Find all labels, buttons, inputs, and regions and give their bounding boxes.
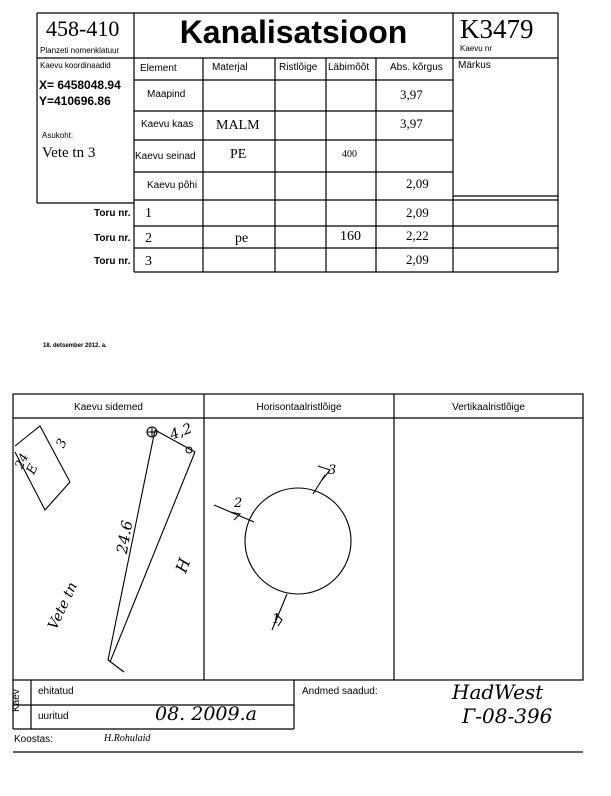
built-label: ehitatud: [38, 686, 74, 697]
nomenclature-caption: Planzeti nomenklatuur: [40, 46, 120, 55]
kaev-label: Kaev: [11, 689, 22, 712]
pipe-2-diameter: 160: [340, 229, 361, 244]
pipe-2-height: 2,22: [406, 228, 429, 243]
sketch-dist-top: 4,2: [167, 420, 195, 444]
pipe-1-label: Toru nr.: [94, 208, 131, 219]
row-material-lid: MALM: [216, 118, 260, 133]
pipe-2-number: 2: [145, 231, 152, 246]
col-header-vertical: Vertikaalristlõige: [452, 402, 525, 413]
sketch-street: Vete tn: [45, 579, 81, 633]
data-from-label: Andmed saadud:: [302, 686, 378, 697]
row-material-walls: PE: [230, 147, 247, 162]
sketch-wall-3: 3: [53, 436, 71, 451]
page-title: Kanalisatsioon: [179, 14, 408, 50]
date-note: 18. detsember 2012. a.: [43, 343, 107, 349]
data-source: HadWest: [452, 680, 544, 704]
well-number: K3479: [460, 14, 534, 44]
pipe-3-height: 2,09: [406, 252, 429, 267]
inspected-label: uuritud: [38, 711, 69, 722]
coords-caption: Kaevu koordinaadid: [40, 61, 111, 70]
row-height-ground: 3,97: [400, 87, 423, 102]
sketch-h-mark: H: [171, 555, 195, 576]
sketch-wall-24: 24: [12, 451, 32, 471]
pipe-mark-2: 2: [234, 496, 243, 511]
sketch-wall-e: E: [23, 462, 42, 477]
author-name: H.Rohulaid: [104, 733, 151, 744]
header-abs-height: Abs. kõrgus: [390, 62, 443, 73]
row-element-ground: Maapind: [147, 89, 186, 100]
row-height-bottom: 2,09: [406, 176, 429, 191]
author-label: Koostas:: [14, 734, 53, 745]
row-element-bottom: Kaevu põhi: [147, 180, 198, 191]
row-element-lid: Kaevu kaas: [141, 119, 194, 130]
pipe-3-number: 3: [145, 254, 152, 269]
y-coordinate: Y=410696.86: [39, 94, 111, 108]
header-remarks: Märkus: [458, 60, 491, 71]
location-caption: Asukoht:: [42, 131, 74, 140]
nomenclature-code: 458-410: [46, 16, 120, 41]
header-element: Element: [140, 63, 177, 74]
col-header-horizontal: Horisontaalristlõige: [256, 402, 342, 413]
pipe-mark-3: 3: [328, 463, 337, 478]
well-number-caption: Kaevu nr: [460, 44, 493, 53]
location-value: Vete tn 3: [42, 145, 96, 161]
sketch-dist-long: 24.6: [112, 518, 137, 556]
inspected-date: 08. 2009.a: [155, 703, 257, 725]
x-coordinate: X= 6458048.94: [39, 78, 121, 92]
header-diameter: Läbimõõt: [328, 62, 370, 73]
col-header-connections: Kaevu sidemed: [74, 402, 143, 413]
pipe-2-material: pe: [235, 231, 249, 246]
row-height-lid: 3,97: [400, 116, 423, 131]
pipe-1-height: 2,09: [406, 205, 429, 220]
pipe-1-number: 1: [145, 206, 152, 221]
pipe-2-label: Toru nr.: [94, 233, 131, 244]
row-diameter-walls: 400: [342, 149, 357, 160]
row-element-walls: Kaevu seinad: [135, 151, 196, 162]
header-material: Materjal: [212, 62, 248, 73]
data-code: Г-08-396: [462, 704, 553, 728]
pipe-3-label: Toru nr.: [94, 256, 131, 267]
header-cross-section: Ristlõige: [279, 62, 318, 73]
pipe-mark-1: 1: [272, 612, 281, 627]
